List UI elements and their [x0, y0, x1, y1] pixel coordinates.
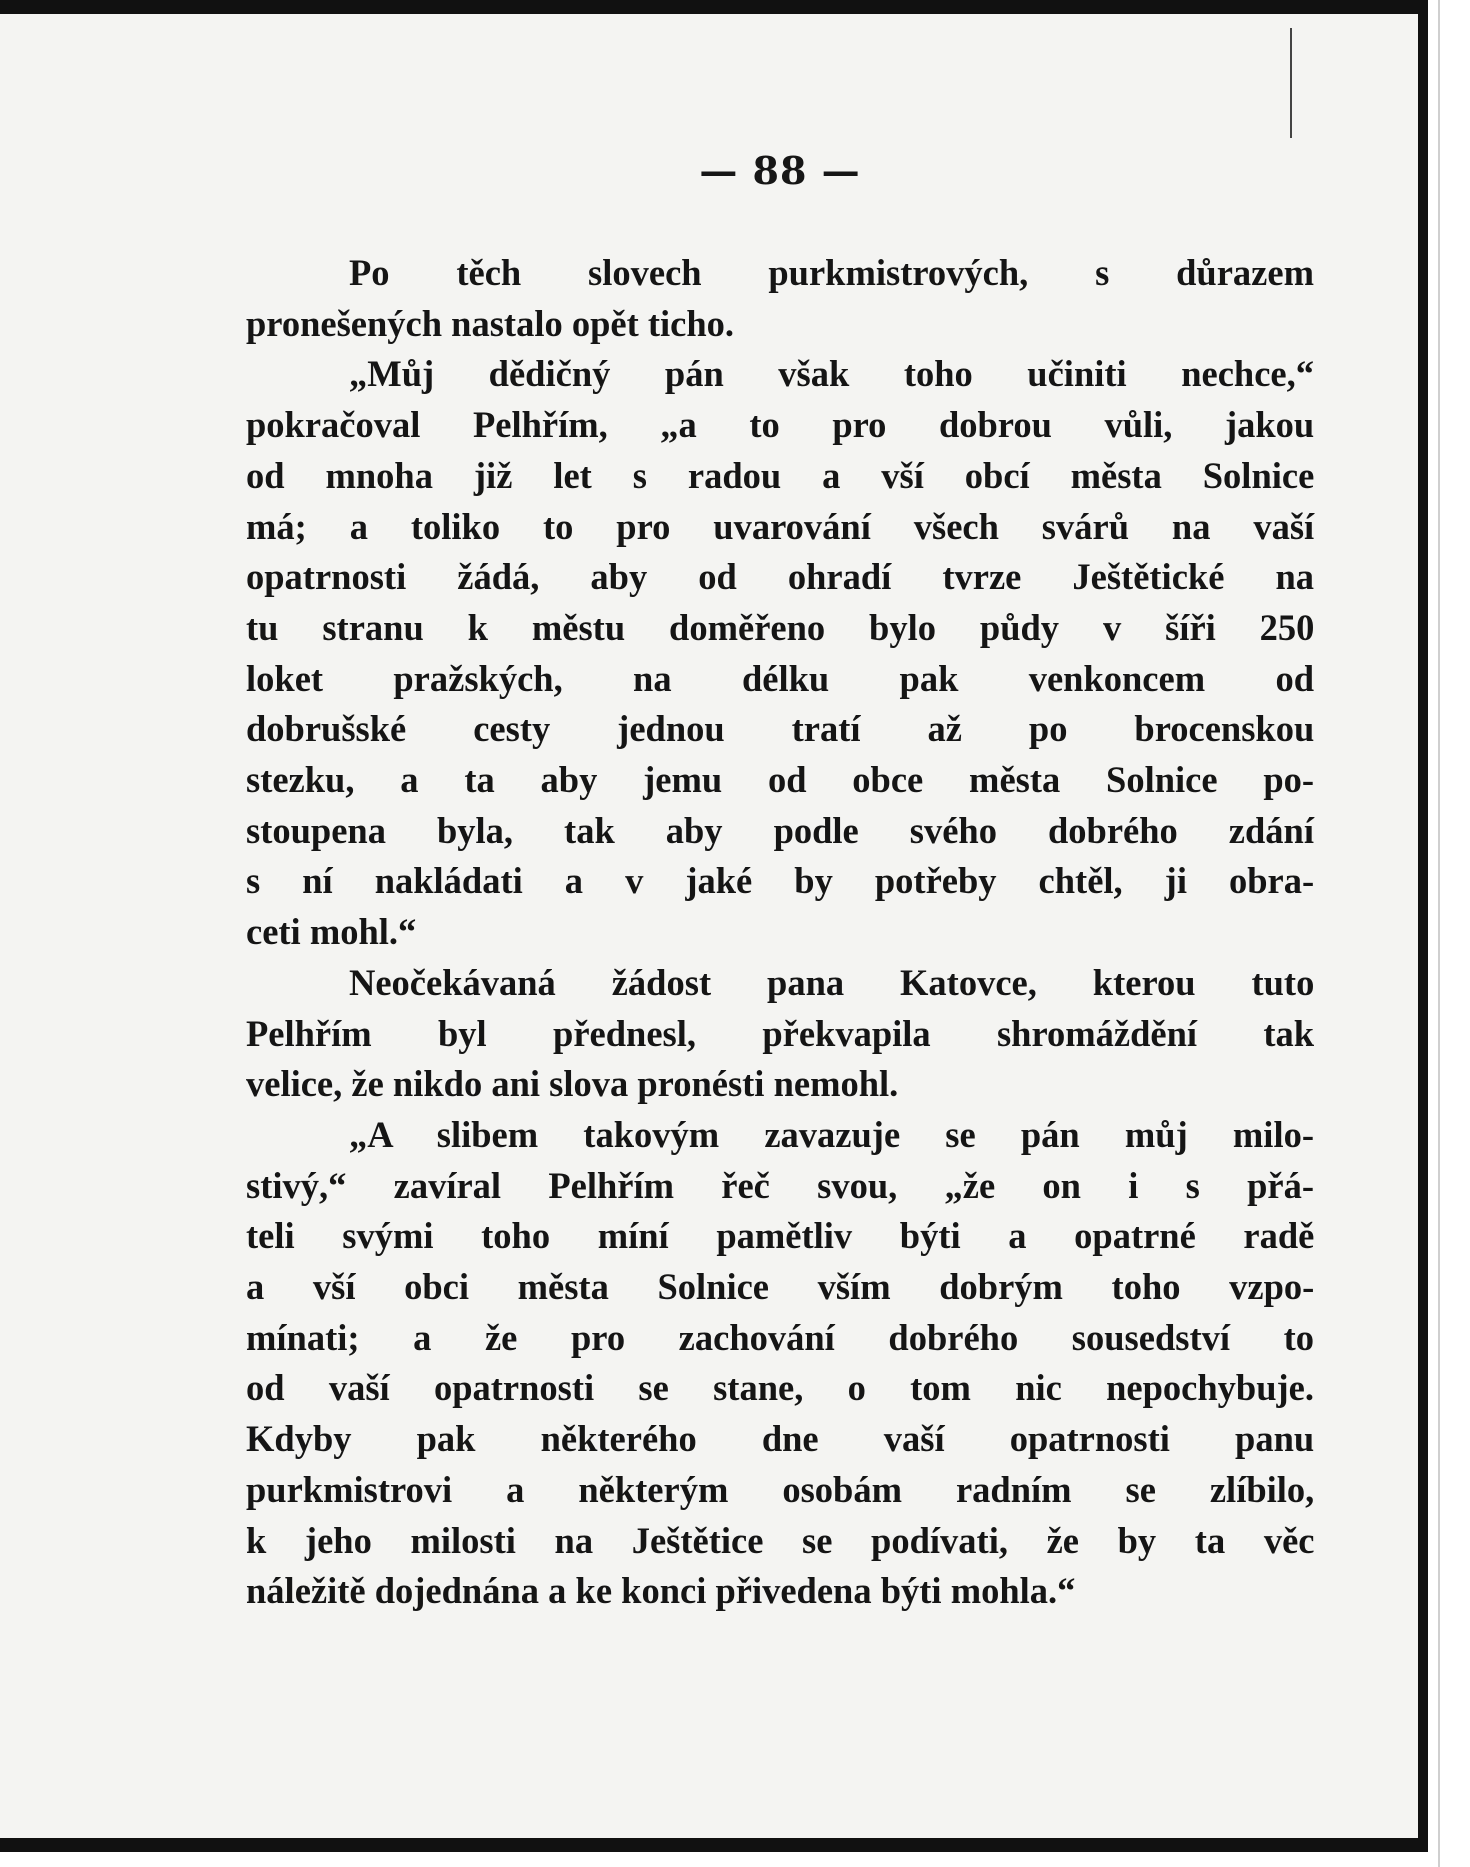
text-line: purkmistrovi a některým osobám radním se zlíbilo, [246, 1468, 1315, 1510]
text-line: loket pražských, na délku pak venkoncem od [246, 657, 1314, 699]
text-line: mínati; a že pro zachování dobrého sousedství to [246, 1316, 1314, 1358]
text-line: Po těch slovech purkmistrových, s důrazem [349, 252, 1314, 293]
text-line: opatrnosti žádá, aby od ohradí tvrze Ještětické na [246, 556, 1314, 598]
text-line: náležitě dojednána a ke konci přivedena býti mohla.“ [246, 1570, 1076, 1612]
paragraph [246, 1110, 1314, 1617]
text-line: stoupena byla, tak aby podle svého dobrého zdání [246, 809, 1314, 851]
scan-margin [1438, 0, 1470, 1867]
text-line: Pelhřím byl přednesl, překvapila shromáždění tak [246, 1012, 1315, 1054]
text-line: pronešených nastalo opět ticho. [246, 302, 735, 344]
text-line: teli svými toho míní pamětliv býti a opatrné radě [246, 1215, 1315, 1257]
paragraph [246, 248, 1314, 349]
text-line: s ní nakládati a v jaké by potřeby chtěl, ji obra- [246, 860, 1315, 902]
text-line: velice, že nikdo ani slova pronésti nemohl. [246, 1063, 899, 1105]
body-text [246, 248, 1314, 1617]
text-line: Neočekávaná žádost pana Katovce, kterou tuto [349, 961, 1315, 1003]
text-line: stivý,“ zavíral Pelhřím řeč svou, „že on i s přá- [246, 1164, 1314, 1206]
text-line: má; a toliko to pro uvarování všech svárů na vaší [246, 505, 1315, 547]
text-line: „A slibem takovým zavazuje se pán můj milo- [349, 1113, 1314, 1155]
text-line: pokračoval Pelhřím, „a to pro dobrou vůli, jakou [246, 404, 1315, 446]
text-line: „Můj dědičný pán však toho učiniti nechce,“ [349, 353, 1314, 395]
text-line: dobrušské cesty jednou tratí až po brocenskou [246, 708, 1315, 750]
text-line: a vší obci města Solnice vším dobrým toho vzpo- [246, 1266, 1315, 1308]
paragraph [246, 349, 1314, 957]
text-line: ceti mohl.“ [246, 911, 417, 953]
scan-edge-mark [1290, 28, 1292, 138]
text-line: od vaší opatrnosti se stane, o tom nic nepochybuje. [246, 1367, 1314, 1409]
text-line: tu stranu k městu doměřeno bylo půdy v šíři 250 [246, 606, 1315, 648]
text-line: k jeho milosti na Ještětice se podívati, že by ta věc [246, 1519, 1315, 1561]
page-number: — 88 — [699, 148, 861, 193]
paragraph [246, 958, 1314, 1110]
text-line: Kdyby pak některého dne vaší opatrnosti panu [246, 1418, 1315, 1460]
text-line: stezku, a ta aby jemu od obce města Solnice po- [246, 759, 1315, 801]
text-line: od mnoha již let s radou a vší obcí města Solnice [246, 454, 1315, 496]
